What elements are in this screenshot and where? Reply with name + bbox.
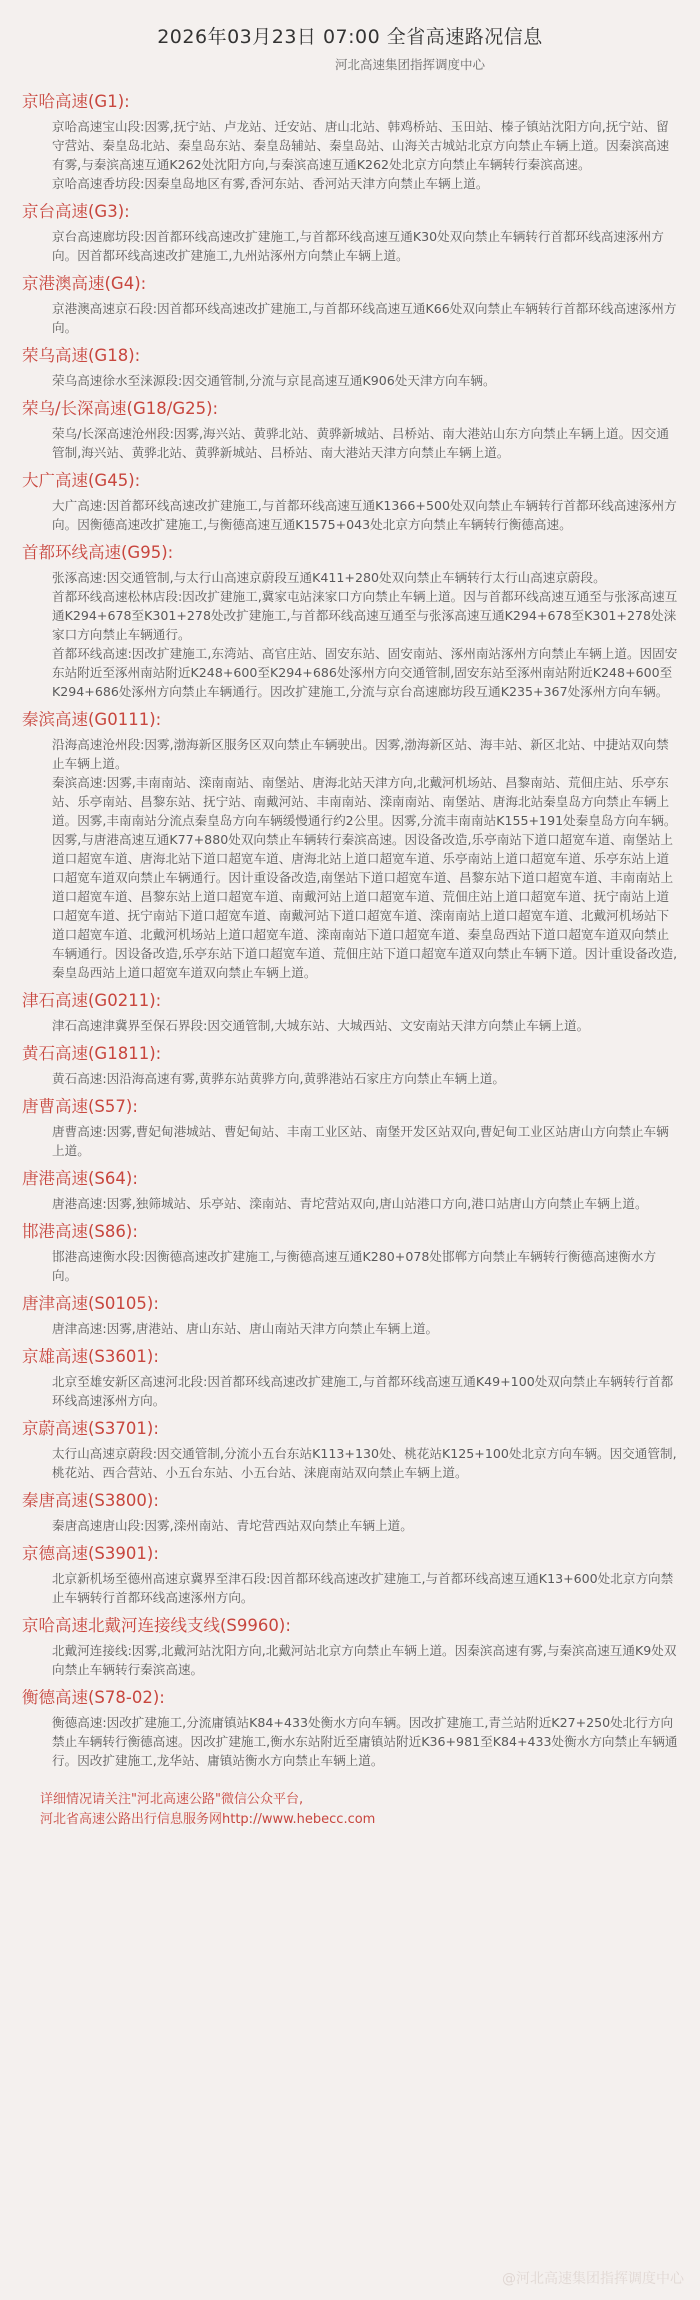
highway-section [22,1221,686,1285]
highway-condition-text: 唐曹高速:因雾,曹妃甸港城站、曹妃甸站、丰南工业区站、南堡开发区站双向,曹妃甸工业区站唐山方向禁止车辆上道。 [52,1124,669,1158]
highway-section-title: 邯港高速(S86): [22,1222,138,1241]
highway-condition-text: 北戴河连接线:因雾,北戴河站沈阳方向,北戴河站北京方向禁止车辆上道。因秦滨高速有雾,与秦滨高速互通K9处双向禁止车辆转行秦滨高速。 [52,1643,677,1677]
highway-condition-text: 北京至雄安新区高速河北段:因首都环线高速改扩建施工,与首都环线高速互通K49+100处双向禁止车辆转行首都环线高速涿州方向。 [52,1374,674,1408]
weibo-watermark: @河北高速集团指挥调度中心 [502,2271,684,2287]
highway-section-title: 唐津高速(S0105): [22,1294,159,1313]
highway-section-title: 京哈高速(G1): [22,92,130,111]
highway-section-title: 黄石高速(G1811): [22,1044,162,1063]
highway-section-title: 津石高速(G0211): [22,991,162,1010]
road-conditions-list [0,73,700,1770]
highway-condition-text: 黄石高速:因沿海高速有雾,黄骅东站黄骅方向,黄骅港站石家庄方向禁止车辆上道。 [52,1071,506,1086]
highway-condition-text: 京哈高速香坊段:因秦皇岛地区有雾,香河东站、香河站天津方向禁止车辆上道。 [52,176,489,191]
page-title: 2026年03月23日 07:00 全省高速路况信息 [157,26,543,48]
highway-section-title: 唐港高速(S64): [22,1169,138,1188]
highway-section [22,1346,686,1410]
highway-section [22,1615,686,1679]
highway-section-title: 京雄高速(S3601): [22,1347,159,1366]
highway-section-title: 京台高速(G3): [22,202,130,221]
footer [0,1770,700,1830]
highway-condition-text: 首都环线高速松林店段:因改扩建施工,冀家屯站涞家口方向禁止车辆上道。因与首都环线高速互通至与张涿高速互通K294+678至K301+278处改扩建施工,与首都环线高速互通至与张涿高速互通K294+678至K301+278处涞家口方向禁止车辆通行。 [52,589,678,642]
highway-section-title: 荣乌高速(G18): [22,346,141,365]
highway-section [22,398,686,462]
highway-section-title: 京港澳高速(G4): [22,274,147,293]
footer-wechat-note: 详细情况请关注"河北高速公路"微信公众平台, [40,1792,304,1807]
highway-section [22,542,686,701]
highway-section [22,201,686,265]
highway-section [22,470,686,534]
highway-section-title: 京哈高速北戴河连接线支线(S9960): [22,1616,291,1635]
highway-condition-text: 秦唐高速唐山段:因雾,滦州南站、青坨营西站双向禁止车辆上道。 [52,1518,413,1533]
highway-section [22,1687,686,1770]
highway-section-title: 秦滨高速(G0111): [22,710,162,729]
highway-section [22,1096,686,1160]
highway-condition-text: 张涿高速:因交通管制,与太行山高速京蔚段互通K411+280处双向禁止车辆转行太行山高速京蔚段。 [52,570,606,585]
highway-section [22,1418,686,1482]
highway-section [22,1543,686,1607]
highway-condition-text: 秦滨高速:因雾,丰南南站、滦南南站、南堡站、唐海北站天津方向,北戴河机场站、昌黎南站、荒佃庄站、乐亭东站、乐亭南站、昌黎东站、抚宁站、南戴河站、丰南南站、滦南南站、南堡站、唐海北站秦皇岛方向禁止车辆上道。因雾,丰南南站分流点秦皇岛方向车辆缓慢通行约2公里。因雾,分流丰南南站K155+191处秦皇岛方向车辆。因雾,与唐港高速互通K77+880处双向禁止车辆转行秦滨高速。因设备改造,乐亭南站下道口超宽车道、南堡站上道口超宽车道、唐海北站下道口超宽车道、唐海北站上道口超宽车道、乐亭南站上道口超宽车道、乐亭东站上道口超宽车道双向禁止车辆通行。因计重设备改造,南堡站下道口超宽车道、昌黎东站下道口超宽车道、丰南南站上道口超宽车道、昌黎东站上道口超宽车道、南戴河站上道口超宽车道、荒佃庄站上道口超宽车道、抚宁南站上道口超宽车道、抚宁南站下道口超宽车道、南戴河站下道口超宽车道、滦南南站上道口超宽车道、北戴河机场站下道口超宽车道、北戴河机场站上道口超宽车道、滦南南站下道口超宽车道、秦皇岛西站下道口超宽车道双向禁止车辆通行。因设备改造,乐亭东站下道口超宽车道、荒佃庄站下道口超宽车道双向禁止车辆下道。因计重设备改造,秦皇岛西站上道口超宽车道双向禁止车辆上道。 [52,775,678,980]
highway-section [22,1490,686,1535]
highway-section-title: 首都环线高速(G95): [22,543,174,562]
highway-condition-text: 首都环线高速:因改扩建施工,东湾站、高官庄站、固安东站、固安南站、涿州南站涿州方向禁止车辆上道。因固安东站附近至涿州南站附近K248+600至K294+686处涿州方向交通管制,固安东站至涿州南站附近K248+600至K294+686处涿州方向禁止车辆通行。因改扩建施工,分流与京台高速廊坊段互通K235+367处涿州方向车辆。 [52,646,678,699]
highway-condition-text: 沿海高速沧州段:因雾,渤海新区服务区双向禁止车辆驶出。因雾,渤海新区站、海丰站、新区北站、中捷站双向禁止车辆上道。 [52,737,669,771]
highway-condition-text: 衡德高速:因改扩建施工,分流庸镇站K84+433处衡水方向车辆。因改扩建施工,青兰站附近K27+250处北行方向禁止车辆转行衡德高速。因改扩建施工,衡水东站附近至庸镇站附近K36+981至K84+433处衡水方向禁止车辆通行。因改扩建施工,龙华站、庸镇站衡水方向禁止车辆上道。 [52,1715,678,1768]
highway-condition-text: 太行山高速京蔚段:因交通管制,分流小五台东站K113+130处、桃花站K125+100处北京方向车辆。因交通管制,桃花站、西合营站、小五台东站、小五台站、涞鹿南站双向禁止车辆上道。 [52,1446,677,1480]
highway-condition-text: 京台高速廊坊段:因首都环线高速改扩建施工,与首都环线高速互通K30处双向禁止车辆转行首都环线高速涿州方向。因首都环线高速改扩建施工,九州站涿州方向禁止车辆上道。 [52,229,664,263]
highway-section [22,1043,686,1088]
highway-condition-text: 荣乌/长深高速沧州段:因雾,海兴站、黄骅北站、黄骅新城站、吕桥站、南大港站山东方向禁止车辆上道。因交通管制,海兴站、黄骅北站、黄骅新城站、吕桥站、南大港站天津方向禁止车辆上道。 [52,426,669,460]
highway-section [22,345,686,390]
highway-condition-text: 唐港高速:因雾,独筛城站、乐亭站、滦南站、青坨营站双向,唐山站港口方向,港口站唐山方向禁止车辆上道。 [52,1196,648,1211]
highway-condition-text: 北京新机场至德州高速京冀界至津石段:因首都环线高速改扩建施工,与首都环线高速互通K13+600处北京方向禁止车辆转行首都环线高速涿州方向。 [52,1571,674,1605]
page-header [0,0,700,73]
highway-condition-text: 唐津高速:因雾,唐港站、唐山东站、唐山南站天津方向禁止车辆上道。 [52,1321,439,1336]
highway-section-title: 唐曹高速(S57): [22,1097,138,1116]
highway-section-title: 衡德高速(S78-02): [22,1688,165,1707]
highway-condition-text: 京港澳高速京石段:因首都环线高速改扩建施工,与首都环线高速互通K66处双向禁止车辆转行首都环线高速涿州方向。 [52,301,677,335]
highway-section [22,91,686,193]
highway-section [22,709,686,982]
highway-section [22,273,686,337]
highway-condition-text: 津石高速津冀界至保石界段:因交通管制,大城东站、大城西站、文安南站天津方向禁止车辆上道。 [52,1018,590,1033]
highway-section-title: 京德高速(S3901): [22,1544,159,1563]
highway-condition-text: 京哈高速宝山段:因雾,抚宁站、卢龙站、迁安站、唐山北站、韩鸡桥站、玉田站、榛子镇站沈阳方向,抚宁站、留守营站、秦皇岛北站、秦皇岛东站、秦皇岛辅站、秦皇岛站、山海关古城站北京方向禁止车辆上道。因秦滨高速有雾,与秦滨高速互通K262处沈阳方向,与秦滨高速互通K262处北京方向禁止车辆转行秦滨高速。 [52,119,670,172]
highway-section-title: 荣乌/长深高速(G18/G25): [22,399,219,418]
highway-section [22,1168,686,1213]
highway-section-title: 京蔚高速(S3701): [22,1419,159,1438]
footer-website-link[interactable]: 河北省高速公路出行信息服务网http://www.hebecc.com [40,1812,376,1827]
highway-section-title: 大广高速(G45): [22,471,141,490]
issuer-label: 河北高速集团指挥调度中心 [334,57,485,72]
highway-section [22,1293,686,1338]
highway-condition-text: 大广高速:因首都环线高速改扩建施工,与首都环线高速互通K1366+500处双向禁止车辆转行首都环线高速涿州方向。因衡德高速改扩建施工,与衡德高速互通K1575+043处北京方向禁止车辆转行衡德高速。 [52,498,677,532]
highway-condition-text: 邯港高速衡水段:因衡德高速改扩建施工,与衡德高速互通K280+078处邯郸方向禁止车辆转行衡德高速衡水方向。 [52,1249,657,1283]
highway-section [22,990,686,1035]
highway-condition-text: 荣乌高速徐水至涞源段:因交通管制,分流与京昆高速互通K906处天津方向车辆。 [52,373,496,388]
highway-section-title: 秦唐高速(S3800): [22,1491,159,1510]
